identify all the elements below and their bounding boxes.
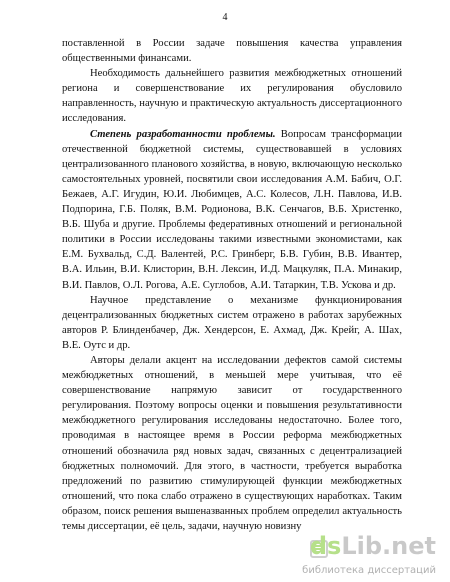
paragraph-5	[62, 353, 402, 534]
paragraph-2	[62, 66, 402, 126]
watermark-logo-prefix: ds	[309, 532, 342, 560]
paragraph-text: Авторы делали акцент на исследовании дефектов самой системы межбюджетных отношений, в меньшей мере учитывая, что её совершенствование напрямую зависит от государственного регулирования. Поэтому вопросы оценки и повышения результативности межбюджетного регулирования исследованы недостаточно. Более того, проводимая в настоящее время в России реформа межбюджетных отношений обозначила ряд новых задач, связанных с децентрализацией бюджетных полномочий. Для этого, в частности, требуется выработка предложений по развитию стимулирующей функции межбюджетных отношений, что пока слабо отражено в существующих наработках. Таким образом, поиск решения вышеназванных проблем определил актуальность темы диссертации, её цель, задачи, научную новизну	[62, 354, 402, 532]
paragraph-3	[62, 127, 402, 293]
paragraph-text: Научное представление о механизме функционирования децентрализованных бюджетных систем отражено в работах зарубежных авторов Р. Блинденбачер, Дж. Хендерсон, Е. Ахмад, Дж. Крейг, А. Шах, В.Е. Оутс и др.	[62, 294, 402, 351]
document-body	[62, 36, 402, 534]
paragraph-text: Необходимость дальнейшего развития межбюджетных отношений региона и совершенствование их регулирования обусловило направленность, научную и практическую актуальность диссертационного исследования.	[62, 68, 402, 125]
paragraph-text: поставленной в России задаче повышения качества управления общественными финансами.	[62, 38, 402, 65]
paragraph-4	[62, 293, 402, 353]
paragraph-text: Вопросам трансформации отечественной бюджетной системы, существовавшей в условиях централизованного планового хозяйства, в новую, включающую несколько самостоятельных уровней, посвятили свои исследования А.М. Бабич, О.Г. Бежаев, А.Г. Игудин, Ю.И. Любимцев, А.С. Колесов, Л.Н. Павлова, И.В. Подпорина, Г.Б. Поляк, В.М. Родионова, В.К. Сенчагов, В.Б. Христенко, В.Б. Шуба и другие. Проблемы федеративных отношений и региональной политики в России исследованы такими известными экономистами, как Е.М. Бухвальд, С.Д. Валентей, Р.С. Гринберг, Б.В. Губин, В.В. Ивантер, В.А. Ильин, В.И. Клисторин, В.Н. Лексин, И.Д. Мацкуляк, П.А. Минакир, В.И. Павлов, О.Л. Рогова, А.Е. Суглобов, А.И. Татаркин, Т.В. Ускова и др.	[62, 128, 403, 291]
paragraph-1	[62, 36, 402, 66]
section-lead: Степень разработанности проблемы.	[90, 128, 276, 140]
watermark-logo-suffix: Lib.net	[341, 532, 436, 560]
watermark-logo	[310, 532, 436, 560]
watermark-caption: библиотека диссертаций	[302, 565, 436, 576]
watermark	[302, 532, 436, 576]
page-number: 4	[222, 12, 228, 23]
